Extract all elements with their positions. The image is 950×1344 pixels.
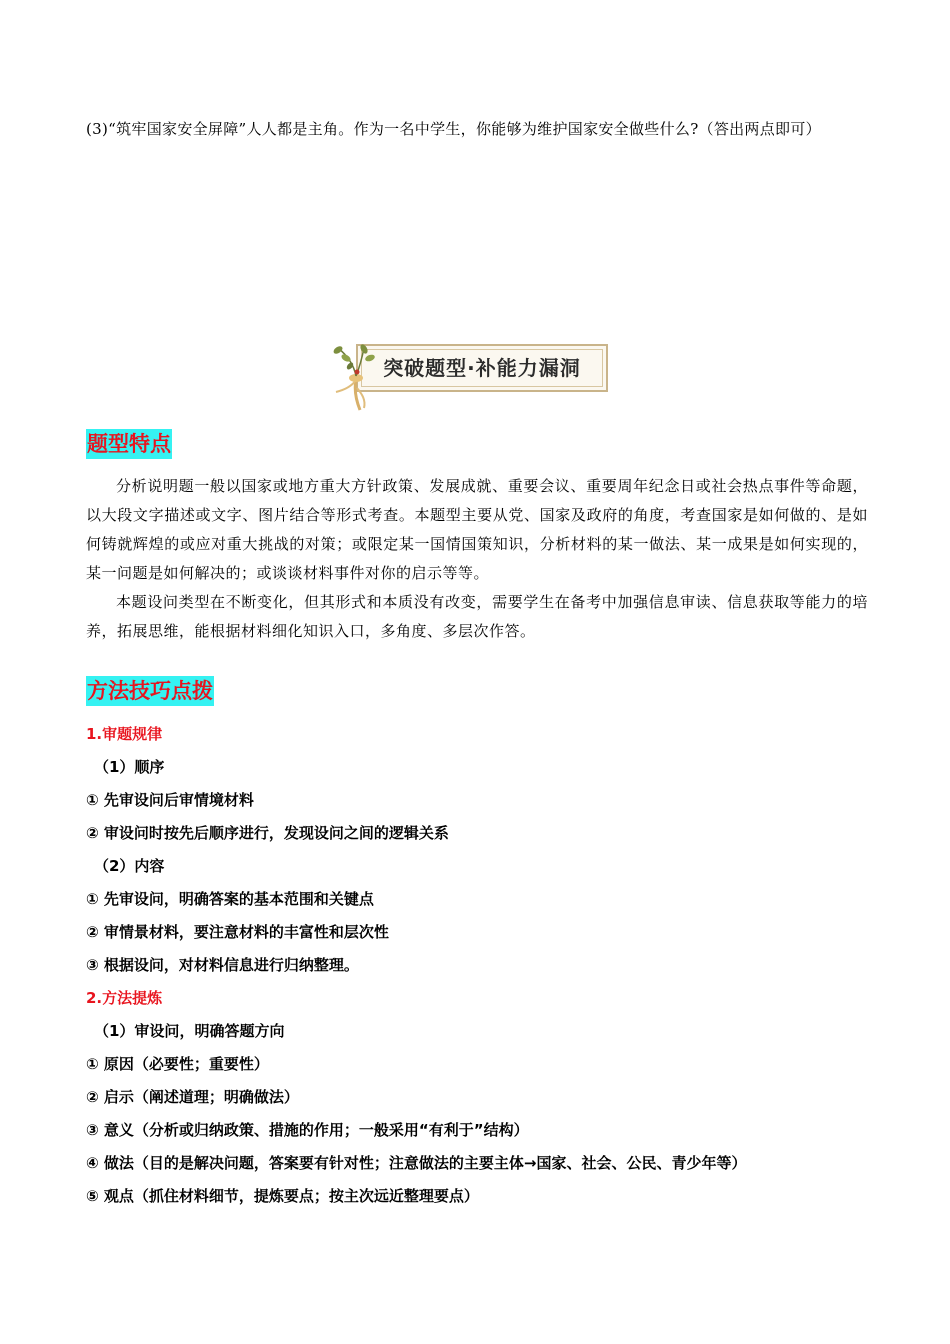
list-item: ④ 做法（目的是解决问题，答案要有针对性；注意做法的主要主体→国家、社会、公民、青少年等） [86, 1154, 747, 1172]
list-item: ② 审情景材料，要注意材料的丰富性和层次性 [86, 923, 389, 941]
list-item: ① 原因（必要性；重要性） [86, 1055, 269, 1073]
list-item: （1）顺序 [94, 758, 165, 776]
subheading-review-rules: 1.审题规律 [86, 725, 163, 743]
list-item: ③ 意义（分析或归纳政策、措施的作用；一般采用“有利于”结构） [86, 1121, 529, 1139]
list-item: ① 先审设问，明确答案的基本范围和关键点 [86, 890, 374, 908]
ginseng-plant-icon [326, 340, 396, 412]
banner-title: 突破题型·补能力漏洞 [383, 356, 581, 380]
section-banner [326, 340, 616, 412]
description-paragraph-2: 本题设问类型在不断变化，但其形式和本质没有改变，需要学生在备考中加强信息审读、信息获取等能力的培养，拓展思维，能根据材料细化知识入口，多角度、多层次作答。 [86, 593, 868, 640]
list-item: ⑤ 观点（抓住材料细节，提炼要点；按主次远近整理要点） [86, 1187, 479, 1205]
section-heading-question-type: 题型特点 [86, 429, 172, 459]
question-type-description [86, 472, 868, 646]
list-item: ③ 根据设问，对材料信息进行归纳整理。 [86, 956, 359, 974]
list-item: （2）内容 [94, 857, 165, 875]
section-heading-methods: 方法技巧点拨 [86, 676, 214, 706]
subheading-method-refinement: 2.方法提炼 [86, 989, 163, 1007]
list-item: ② 启示（阐述道理；明确做法） [86, 1088, 299, 1106]
methods-list [86, 718, 886, 1213]
list-item: ① 先审设问后审情境材料 [86, 791, 254, 809]
question-3-text: (3)“筑牢国家安全屏障”人人都是主角。作为一名中学生，你能够为维护国家安全做些什么?（答出两点即可） [86, 120, 821, 138]
list-item: （1）审设问，明确答题方向 [94, 1022, 285, 1040]
list-item: ② 审设问时按先后顺序进行，发现设问之间的逻辑关系 [86, 824, 449, 842]
description-paragraph-1: 分析说明题一般以国家或地方重大方针政策、发展成就、重要会议、重要周年纪念日或社会热点事件等命题，以大段文字描述或文字、图片结合等形式考查。本题型主要从党、国家及政府的角度，考查国家是如何做的、是如何铸就辉煌的或应对重大挑战的对策；或限定某一国情国策知识，分析材料的某一做法、某一成果是如何实现的，某一问题是如何解决的；或谈谈材料事件对你的启示等等。 [86, 477, 868, 582]
